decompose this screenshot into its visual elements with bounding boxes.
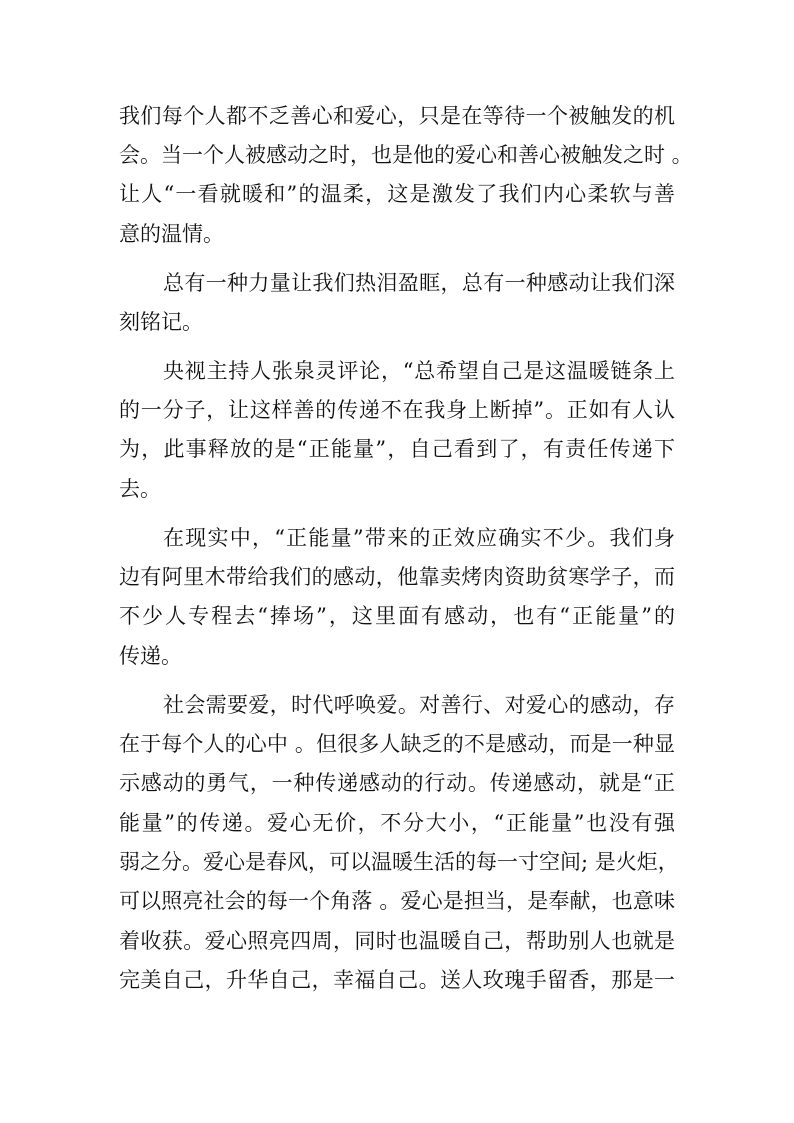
text-line: 去。: [119, 477, 161, 501]
text-line: 边有阿里木带给我们的感动，他靠卖烤肉资助贫寒学子，而: [119, 565, 675, 589]
text-line: 让人“一看就暖和”的温柔，这是激发了我们内心柔软与善: [119, 182, 675, 206]
text-line: 完美自己，升华自己，幸福自己。送人玫瑰手留香，那是一: [119, 968, 675, 992]
text-line: 不少人专程去“捧场”，这里面有感动，也有“正能量”的: [119, 604, 675, 628]
text-line: 在于每个人的心中 。但很多人缺乏的不是感动，而是一种显: [119, 732, 675, 756]
text-line: 能量”的传递。爱心无价，不分大小，“正能量”也没有强: [119, 811, 675, 835]
text-line: 意的温情。: [119, 222, 224, 246]
text-line: 示感动的勇气，一种传递感动的行动。传递感动，就是“正: [119, 771, 675, 795]
text-line: 央视主持人张泉灵评论，“总希望自己是这温暖链条上: [163, 359, 675, 383]
text-line: 会。当一个人被感动之时，也是他的爱心和善心被触发之时 。: [119, 143, 693, 167]
text-line: 着收获。爱心照亮四周，同时也温暖自己，帮助别人也就是: [119, 929, 675, 953]
text-line: 为，此事释放的是“正能量”，自己看到了，有责任传递下: [119, 437, 675, 461]
text-line: 刻铭记。: [119, 310, 203, 334]
text-line: 可以照亮社会的每一个角落 。爱心是担当，是奉献，也意味: [119, 889, 675, 913]
text-line: 社会需要爱，时代呼唤爱。对善行、对爱心的感动，存: [163, 693, 675, 717]
text-line: 的一分子，让这样善的传递不在我身上断掉”。正如有人认: [119, 398, 675, 422]
text-line: 在现实中，“正能量”带来的正效应确实不少。我们身: [163, 526, 675, 550]
text-line: 总有一种力量让我们热泪盈眶，总有一种感动让我们深: [163, 271, 675, 295]
text-line: 弱之分。爱心是春风，可以温暖生活的每一寸空间; 是火炬，: [119, 850, 679, 874]
text-line: 传递。: [119, 644, 182, 668]
text-line: 我们每个人都不乏善心和爱心，只是在等待一个被触发的机: [119, 104, 675, 128]
